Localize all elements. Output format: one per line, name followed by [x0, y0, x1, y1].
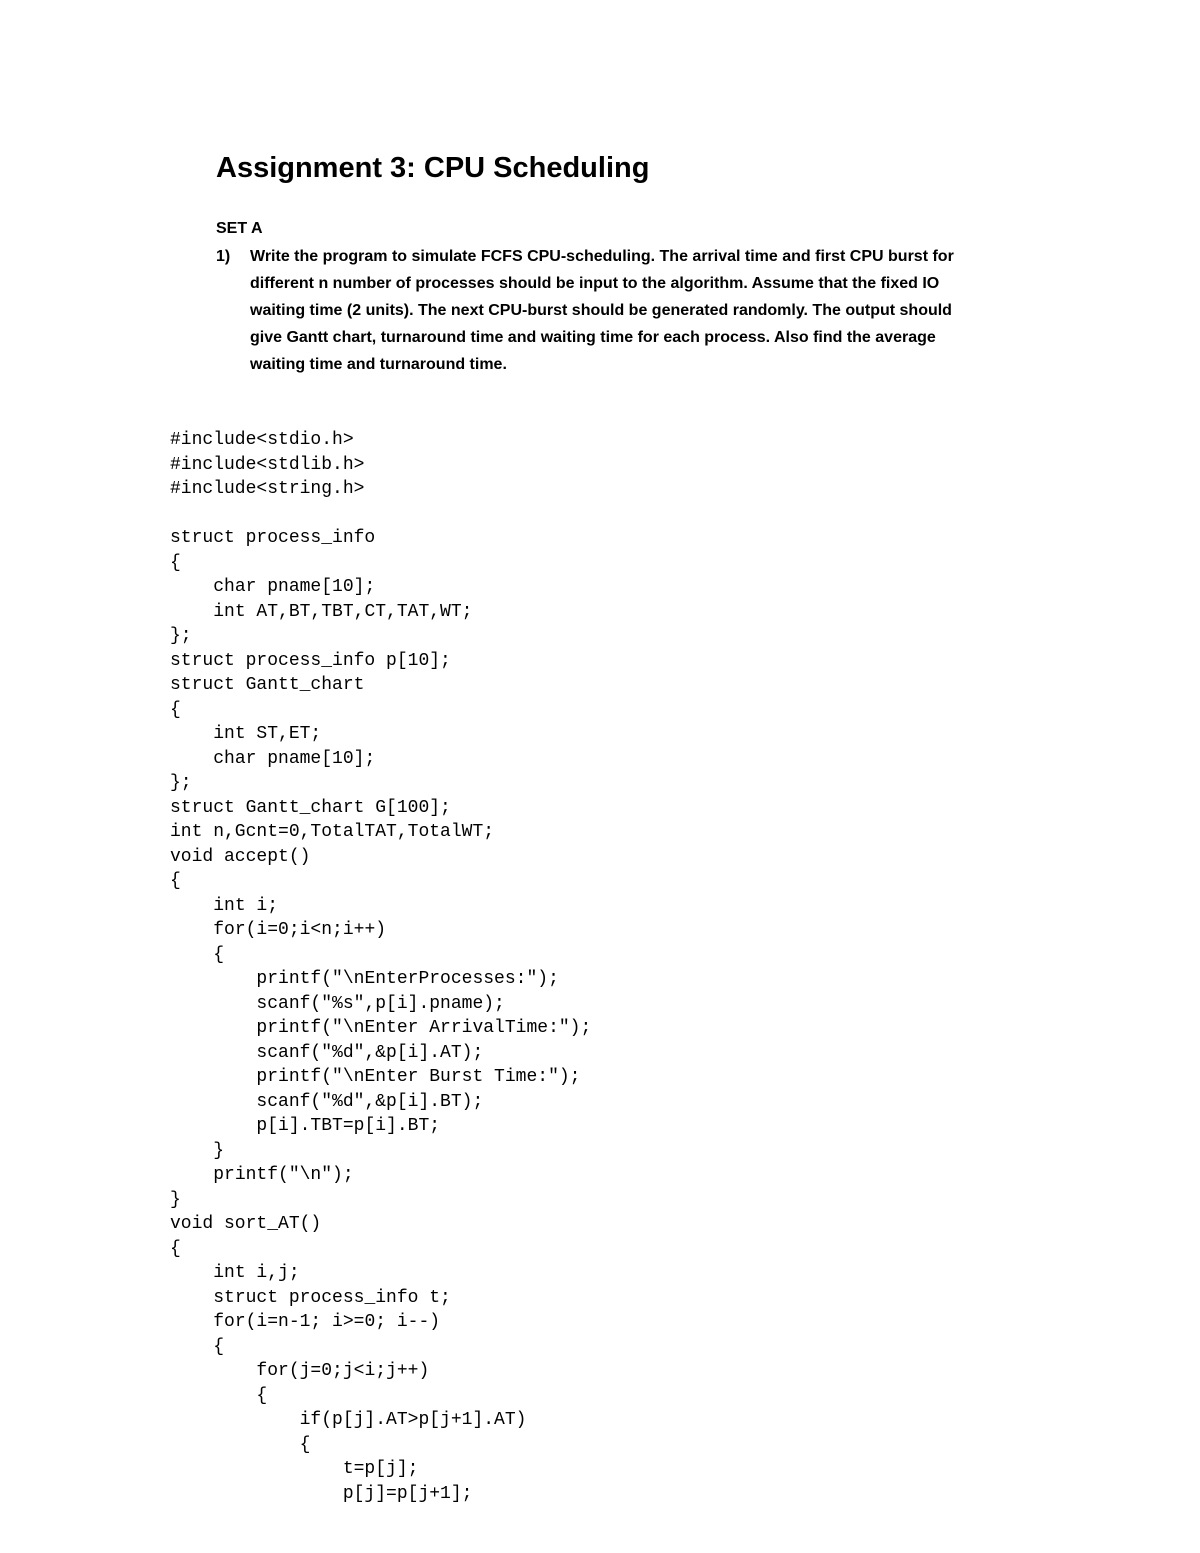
set-label: SET A — [216, 220, 263, 237]
page-title: Assignment 3: CPU Scheduling — [216, 152, 650, 184]
code-line: struct process_info p[10]; — [170, 650, 451, 671]
code-line: { — [170, 1238, 181, 1259]
code-line: t=p[j]; — [170, 1459, 419, 1479]
code-line: for(i=0;i<n;i++) — [170, 920, 387, 940]
code-line: } — [170, 1189, 181, 1210]
code-line: for(i=n-1; i>=0; i--) — [170, 1312, 441, 1332]
code-line: }; — [170, 626, 192, 646]
code-line: }; — [170, 773, 192, 793]
code-line: int AT,BT,TBT,CT,TAT,WT; — [170, 601, 473, 622]
code-line: { — [170, 1434, 311, 1455]
code-line: struct Gantt_chart — [170, 675, 365, 695]
code-line — [170, 502, 591, 527]
code-block — [170, 428, 591, 1506]
question-line: Write the program to simulate FCFS CPU-scheduling. The arrival time and first CPU burst for — [250, 248, 954, 265]
code-line: { — [170, 552, 181, 573]
code-line: printf("\nEnterProcesses:"); — [170, 969, 559, 989]
question — [216, 243, 1016, 378]
code-line: { — [170, 944, 225, 965]
code-line: } — [170, 1140, 225, 1161]
question-line: give Gantt chart, turnaround time and waiting time for each process. Also find the average — [250, 329, 936, 346]
code-line: printf("\nEnter ArrivalTime:"); — [170, 1018, 592, 1038]
code-line: #include<stdio.h> — [170, 430, 354, 450]
code-line: int ST,ET; — [170, 724, 322, 744]
code-line: struct process_info — [170, 528, 376, 548]
question-line: waiting time and turnaround time. — [250, 356, 507, 373]
code-line: int i; — [170, 895, 279, 916]
code-line: int i,j; — [170, 1263, 300, 1283]
code-line: { — [170, 1336, 225, 1357]
code-line: if(p[j].AT>p[j+1].AT) — [170, 1410, 527, 1430]
code-line: struct Gantt_chart G[100]; — [170, 797, 451, 818]
code-line: { — [170, 1385, 268, 1406]
code-line: { — [170, 699, 181, 720]
code-line: scanf("%d",&p[i].BT); — [170, 1091, 484, 1112]
code-line: #include<string.h> — [170, 479, 365, 499]
code-line: void accept() — [170, 846, 311, 867]
question-number: 1) — [216, 248, 231, 265]
code-line: printf("\n"); — [170, 1165, 354, 1185]
code-line: printf("\nEnter Burst Time:"); — [170, 1067, 581, 1087]
code-line: #include<stdlib.h> — [170, 454, 365, 475]
question-line: different n number of processes should be input to the algorithm. Assume that the fixed IO — [250, 275, 940, 292]
code-line: { — [170, 871, 181, 891]
code-line: p[i].TBT=p[i].BT; — [170, 1116, 441, 1136]
code-line: scanf("%d",&p[i].AT); — [170, 1042, 484, 1063]
code-line: for(j=0;j<i;j++) — [170, 1361, 430, 1381]
code-line: struct process_info t; — [170, 1287, 451, 1308]
code-line: char pname[10]; — [170, 577, 376, 597]
code-line: void sort_AT() — [170, 1214, 322, 1234]
code-line: char pname[10]; — [170, 748, 376, 769]
code-line: int n,Gcnt=0,TotalTAT,TotalWT; — [170, 822, 495, 842]
code-line: scanf("%s",p[i].pname); — [170, 993, 505, 1014]
code-line: p[j]=p[j+1]; — [170, 1483, 473, 1504]
question-line: waiting time (2 units). The next CPU-burst should be generated randomly. The output should — [250, 302, 952, 319]
